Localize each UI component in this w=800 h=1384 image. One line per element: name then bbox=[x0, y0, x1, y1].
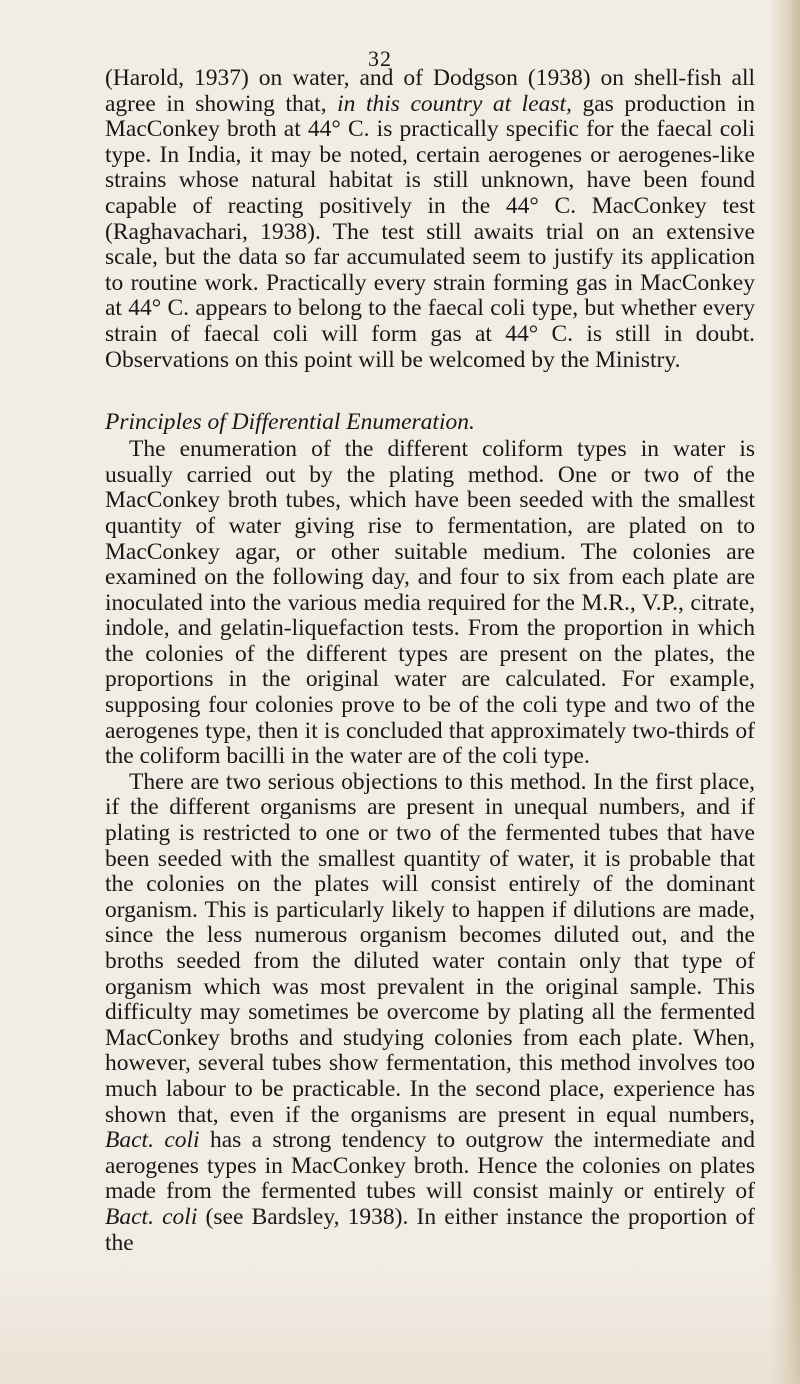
paragraph-3-text-c: (see Bardsley, 1938). In either instance the proportion of the bbox=[105, 1203, 755, 1256]
page-number: 32 bbox=[368, 46, 392, 71]
paragraph-1-text-a: (Harold, 1937) on water, and of Dodgson (1938) on shell-fish all agree in showing that, bbox=[105, 65, 755, 117]
page-body bbox=[105, 66, 755, 1256]
paragraph-3-italic-a: Bact. coli bbox=[105, 1127, 200, 1154]
paragraph-2: The enumeration of the different coliform types in water is usually carried out by the plating method. One or two of the MacConkey broth tubes, which have been seeded with the smallest quantity of water giving rise to fermentation, are plated on to MacConkey agar, or other suitable medium. The colonies are examined on the following day, and four to six from each plate are inoculated into the various media required for the M.R., V.P., citrate, indole, and gelatin-liquefaction tests. From the proportion in which the colonies of the different types are present on the plates, the proportions in the original water are calculated. For example, supposing four colonies prove to be of the coli type and two of the aerogenes type, then it is concluded that approximately two-thirds of the coliform bacilli in the water are of the coli type. bbox=[105, 436, 755, 770]
paragraph-3-text-a: There are two serious objections to this method. In the first place, if the different organisms are present in unequal numbers, and if plating is restricted to one or two of the fermented tubes that have been seeded with the smallest quantity of water, it is probable that the colonies on the plates will consist entirely of the dominant organism. This is particularly likely to happen if dilutions are made, since the less numerous organism becomes diluted out, and the broths seeded from the diluted water contain only that type of organism which was most prevalent in the original sample. This difficulty may sometimes be overcome by plating all the fermented MacConkey broths and studying colonies from each plate. When, however, several tubes show fermentation, this method involves too much labour to be practicable. In the second place, experience has shown that, even if the organisms are present in equal numbers, bbox=[105, 768, 755, 1128]
paragraph-1-text-b: gas production in MacConkey broth at 44° C. is practically specific for the faecal coli type. In India, it may be noted, certain aerogenes or aerogenes-like strains whose natural habitat is still unknown, have been found capable of reacting positively in the 44° C. MacConkey test (Raghavachari, 1938). The test still awaits trial on an extensive scale, but the data so far accumulated seem to justify its application to routine work. Practically every strain forming gas in MacConkey at 44° C. appears to belong to the faecal coli type, but whether every strain of faecal coli will form gas at 44° C. is still in doubt. Observations on this point will be welcomed by the Ministry. bbox=[105, 90, 756, 373]
section-heading: Principles of Differential Enumeration. bbox=[105, 409, 475, 436]
paragraph-1-italic-a: in this country at least, bbox=[337, 90, 572, 117]
paragraph-3 bbox=[105, 770, 755, 1256]
paragraph-3-italic-b: Bact. coli bbox=[105, 1203, 198, 1230]
paragraph-3-text-b: has a strong tendency to outgrow the intermediate and aerogenes types in MacConkey broth. Hence the colonies on plates made from the fermented tubes will consist mainly or entirely of bbox=[105, 1127, 755, 1205]
page-edge-shadow bbox=[770, 0, 800, 1384]
paragraph-1 bbox=[105, 66, 755, 373]
page-bottom-shade bbox=[0, 1264, 800, 1384]
